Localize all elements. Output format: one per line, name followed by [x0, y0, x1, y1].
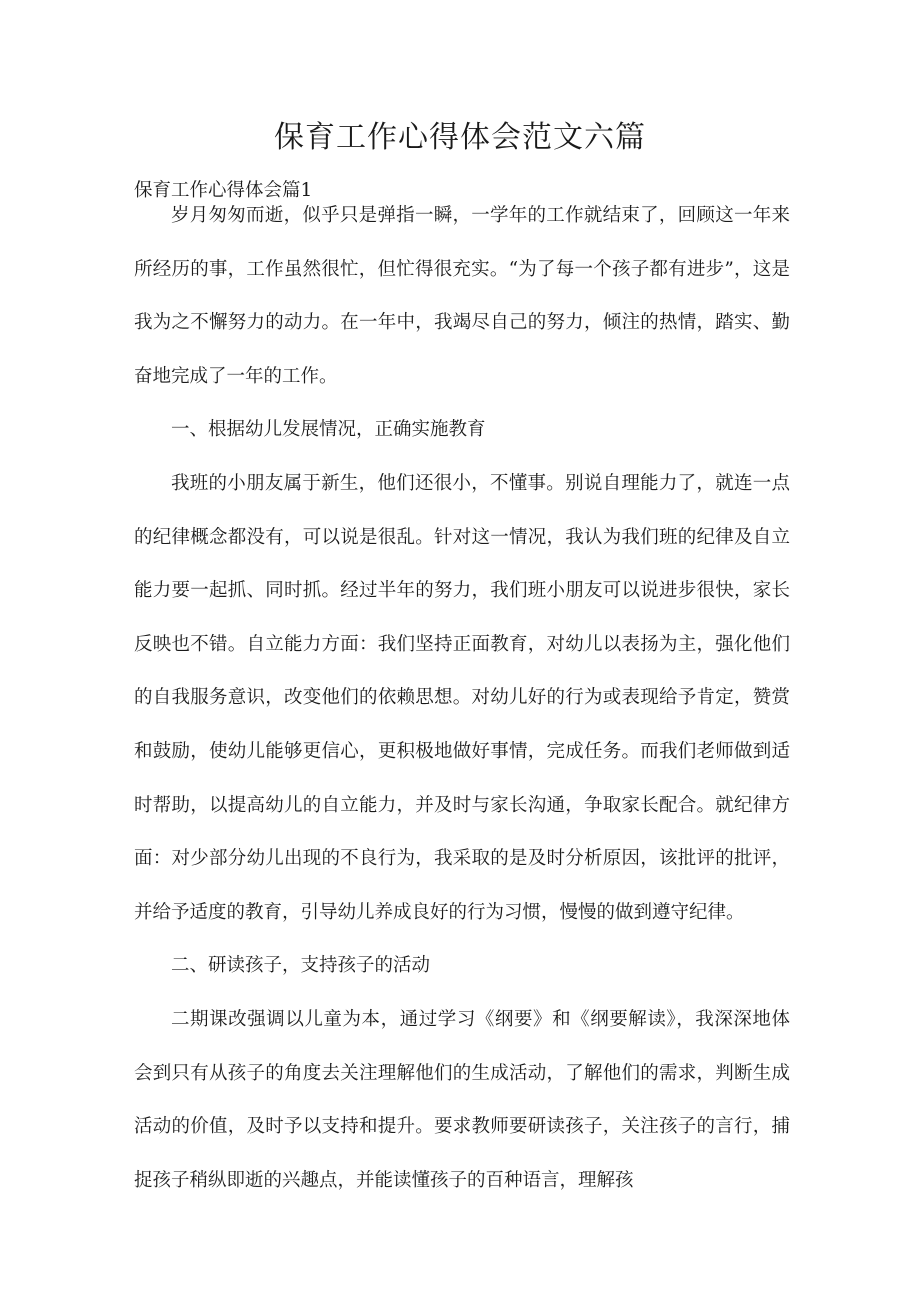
paragraph-study-children: 二期课改强调以儿童为本，通过学习《纲要》和《纲要解读》，我深深地体会到只有从孩子的角度去关注理解他们的生成活动，了解他们的需求，判断生成活动的价值，及时予以支持和提升。要求教师要研读孩子，关注孩子的言行，捕捉孩子稍纵即逝的兴趣点，并能读懂孩子的百种语言，理解孩	[134, 1008, 790, 1191]
paragraph-intro: 岁月匆匆而逝，似乎只是弹指一瞬，一学年的工作就结束了，回顾这一年来所经历的事，工作虽然很忙，但忙得很充实。“为了每一个孩子都有进步”，这是我为之不懈努力的动力。在一年中，我竭尽自己的努力，倾注的热情，踏实、勤奋地完成了一年的工作。	[134, 205, 790, 387]
paragraph-discipline: 我班的小朋友属于新生，他们还很小，不懂事。别说自理能力了，就连一点的纪律概念都没有，可以说是很乱。针对这一情况，我认为我们班的纪律及自立能力要一起抓、同时抓。经过半年的努力，我们班小朋友可以说进步很快，家长反映也不错。自立能力方面：我们坚持正面教育，对幼儿以表扬为主，强化他们的自我服务意识，改变他们的依赖思想。对幼儿好的行为或表现给予肯定，赞赏和鼓励，使幼儿能够更信心，更积极地做好事情，完成任务。而我们老师做到适时帮助，以提高幼儿的自立能力，并及时与家长沟通，争取家长配合。就纪律方面：对少部分幼儿出现的不良行为，我采取的是及时分析原因，该批评的批评，并给予适度的教育，引导幼儿养成良好的行为习惯，慢慢的做到遵守纪律。	[134, 472, 790, 923]
paragraph-heading-two: 二、研读孩子，支持孩子的活动	[171, 955, 431, 977]
document-title: 保育工作心得体会范文六篇	[274, 120, 646, 155]
document-body	[134, 189, 790, 1207]
section-heading: 保育工作心得体会篇1	[134, 180, 313, 201]
paragraph-heading-one: 一、根据幼儿发展情况，正确实施教育	[171, 419, 486, 441]
